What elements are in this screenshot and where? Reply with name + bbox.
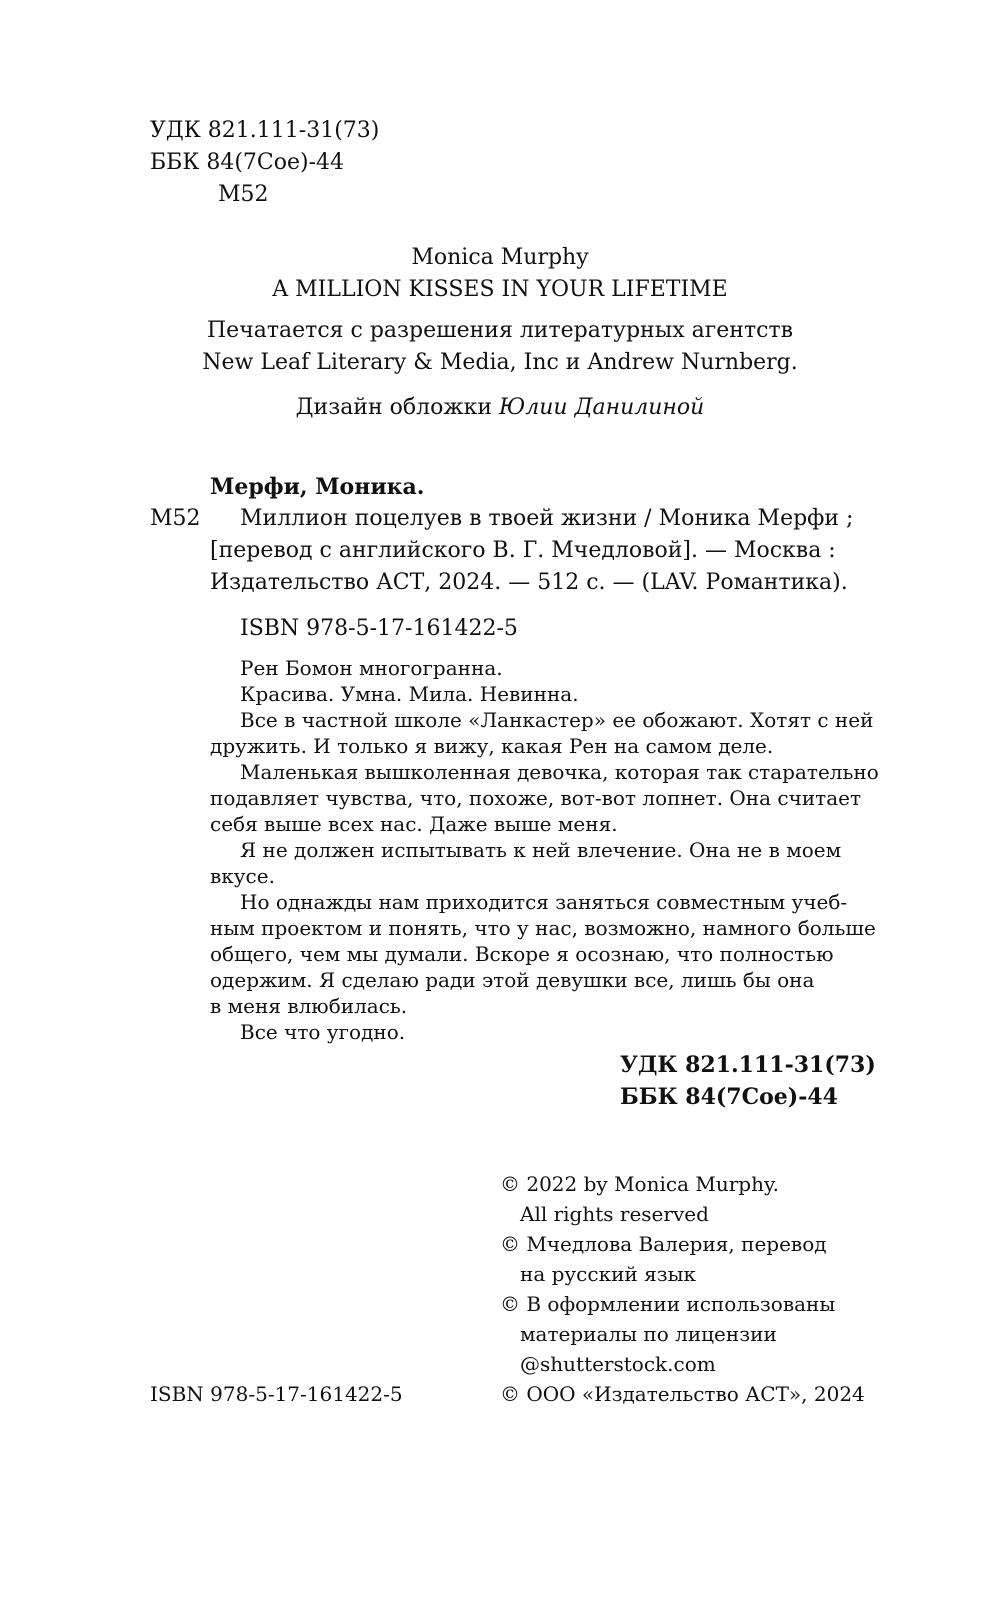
catalog-sign: М52 — [150, 506, 201, 531]
cover-design-prefix: Дизайн обложки — [295, 395, 492, 420]
catalog-isbn: ISBN 978-5-17-161422-5 — [240, 616, 518, 641]
catalog-line-1: Миллион поцелуев в твоей жизни / Моника Мерфи ; — [240, 506, 854, 531]
permission-line-1: Печатается с разрешения литературных агентств — [207, 318, 793, 343]
copyright-publisher: © ООО «Издательство АСТ», 2024 — [500, 1382, 865, 1406]
annotation-line: одержим. Я сделаю ради этой девушки все, лишь бы она — [210, 968, 815, 992]
copyright-design-source: @shutterstock.com — [520, 1352, 716, 1376]
catalog-heading: Мерфи, Моника. — [210, 474, 425, 500]
original-title: A MILLION KISSES IN YOUR LIFETIME — [272, 277, 728, 302]
annotation-line: себя выше всех нас. Даже выше меня. — [210, 812, 618, 836]
annotation-line: общего, чем мы думали. Вскоре я осознаю, что полностью — [210, 942, 834, 966]
udk-code: УДК 821.111-31(73) — [150, 118, 380, 143]
annotation-line: Все в частной школе «Ланкастер» ее обожают. Хотят с ней — [240, 708, 874, 732]
bbk-code-bottom: ББК 84(7Сое)-44 — [620, 1084, 838, 1110]
annotation-line: Я не должен испытывать к ней влечение. Она не в моем — [240, 838, 842, 862]
annotation-line: ным проектом и понять, что у нас, возможно, намного больше — [210, 916, 876, 940]
original-author: Monica Murphy — [411, 245, 589, 270]
copyright-author: © 2022 by Monica Murphy. — [500, 1172, 779, 1196]
annotation-line: Все что угодно. — [240, 1020, 406, 1044]
copyright-translation: © Мчедлова Валерия, перевод — [500, 1232, 827, 1256]
udk-code-bottom: УДК 821.111-31(73) — [620, 1052, 876, 1078]
permission-line-2: New Leaf Literary & Media, Inc и Andrew Nurnberg. — [202, 350, 798, 375]
bbk-code: ББК 84(7Сое)-44 — [150, 150, 345, 175]
copyright-design-cont: материалы по лицензии — [520, 1322, 777, 1346]
annotation-line: вкусе. — [210, 864, 275, 888]
annotation-line: подавляет чувства, что, похоже, вот-вот лопнет. Она считает — [210, 786, 862, 810]
author-sign: М52 — [218, 182, 269, 207]
catalog-line-2: [перевод с английского В. Г. Мчедловой]. — Москва : — [210, 538, 836, 563]
annotation-line: дружить. И только я вижу, какая Рен на самом деле. — [210, 734, 774, 758]
annotation-line: Маленькая вышколенная девочка, которая так старательно — [240, 760, 879, 784]
annotation-line: Но однажды нам приходится заняться совместным учеб- — [240, 890, 848, 914]
copyright-author-rights: All rights reserved — [520, 1202, 709, 1226]
copyright-translation-cont: на русский язык — [520, 1262, 697, 1286]
annotation-line: Красива. Умна. Мила. Невинна. — [240, 682, 579, 706]
cover-designer: Юлии Данилиной — [499, 395, 705, 420]
catalog-line-3: Издательство АСТ, 2024. — 512 с. — (LAV. Романтика). — [210, 570, 848, 595]
copyright-design: © В оформлении использованы — [500, 1292, 836, 1316]
annotation-line: Рен Бомон многогранна. — [240, 656, 503, 680]
isbn-bottom: ISBN 978-5-17-161422-5 — [150, 1382, 403, 1406]
annotation-line: в меня влюбилась. — [210, 994, 408, 1018]
cover-design — [0, 395, 1000, 420]
